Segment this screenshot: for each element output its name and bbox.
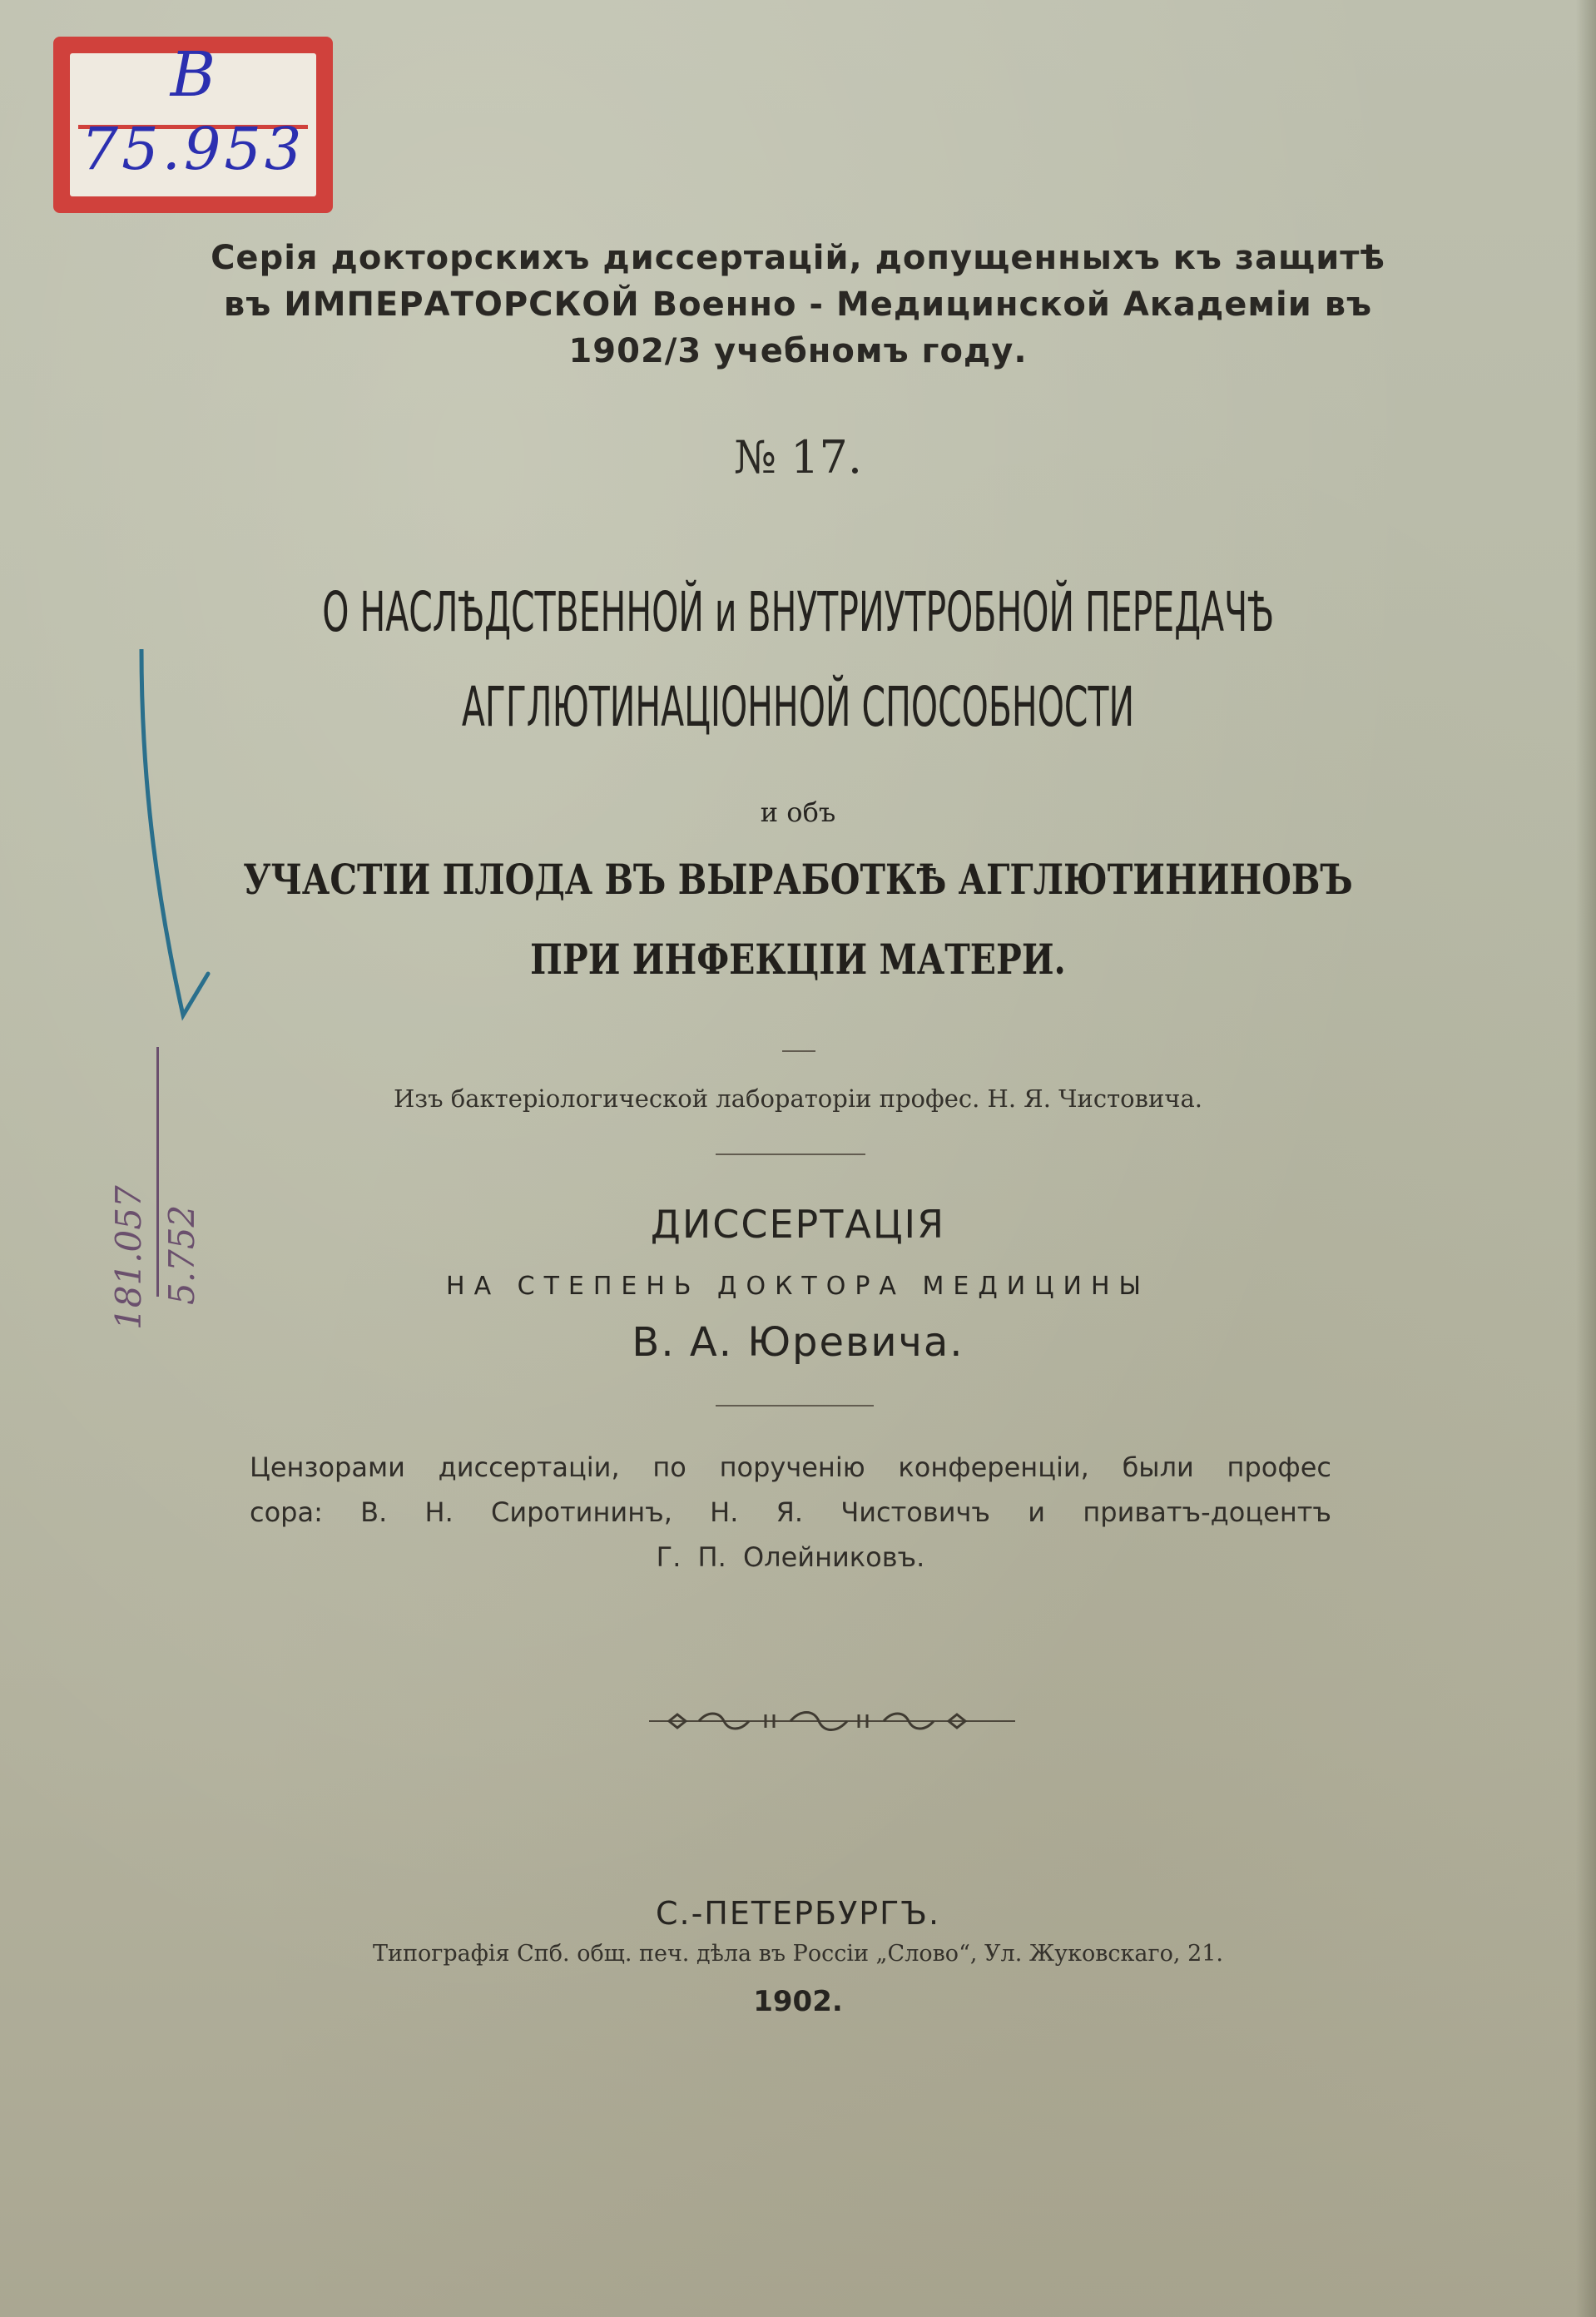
margin-mark-top: 181.057 — [108, 1185, 149, 1330]
series-line-1: Серія докторскихъ диссертацій, допущенныхъ къ защитѣ — [211, 239, 1385, 277]
short-rule — [782, 1050, 815, 1052]
issue-number: № 17. — [733, 431, 863, 484]
stamp-letter: B — [170, 39, 216, 111]
margin-mark-bottom: 5.752 — [161, 1204, 202, 1305]
divider-rule — [716, 1154, 865, 1155]
imprint-press: Типографія Спб. общ. печ. дѣла въ Россіи „Слово“, Ул. Жуковскаго, 21. — [372, 1941, 1224, 1967]
title-line-2: АГГЛЮТИНАЦІОННОЙ СПОСОБНОСТИ — [461, 675, 1135, 739]
dissertation-label: ДИССЕРТАЦІЯ — [650, 1202, 946, 1247]
degree-line: НА СТЕПЕНЬ ДОКТОРА МЕДИЦИНЫ — [446, 1272, 1150, 1301]
censors-line-2: сора: В. Н. Сиротининъ, Н. Я. Чистовичъ и приватъ-доцентъ — [250, 1496, 1331, 1528]
censors-line-1: Цензорами диссертаціи, по порученію конференціи, были профес — [250, 1451, 1331, 1483]
stamp-number: 75.953 — [81, 115, 305, 183]
author-name: В. А. Юревича. — [632, 1319, 964, 1366]
censors-line-3: Г. П. Олейниковъ. — [656, 1541, 925, 1573]
laboratory-line: Изъ бактеріологической лабораторіи профес. Н. Я. Чистовича. — [394, 1084, 1202, 1113]
title-line-1: О НАСЛѢДСТВЕННОЙ и ВНУТРИУТРОБНОЙ ПЕРЕДАЧѢ — [322, 580, 1274, 644]
title-line-3: УЧАСТІИ ПЛОДА ВЪ ВЫРАБОТКѢ АГГЛЮТИНИНОВЪ — [243, 855, 1353, 904]
ornament-rule — [649, 1708, 1015, 1734]
censors-block — [250, 1445, 1331, 1580]
imprint-year: 1902. — [753, 1985, 843, 2018]
series-line-3: 1902/3 учебномъ году. — [568, 332, 1028, 370]
title-conjunction: и объ — [760, 796, 836, 828]
library-stamp — [53, 37, 333, 213]
divider-rule-2 — [716, 1405, 874, 1407]
title-line-4: ПРИ ИНФЕКЦІИ МАТЕРИ. — [530, 935, 1066, 984]
imprint-city: С.-ПЕТЕРБУРГЪ. — [655, 1895, 941, 1932]
series-line-2: въ ИМПЕРАТОРСКОЙ Военно - Медицинской Академіи въ — [223, 285, 1373, 324]
